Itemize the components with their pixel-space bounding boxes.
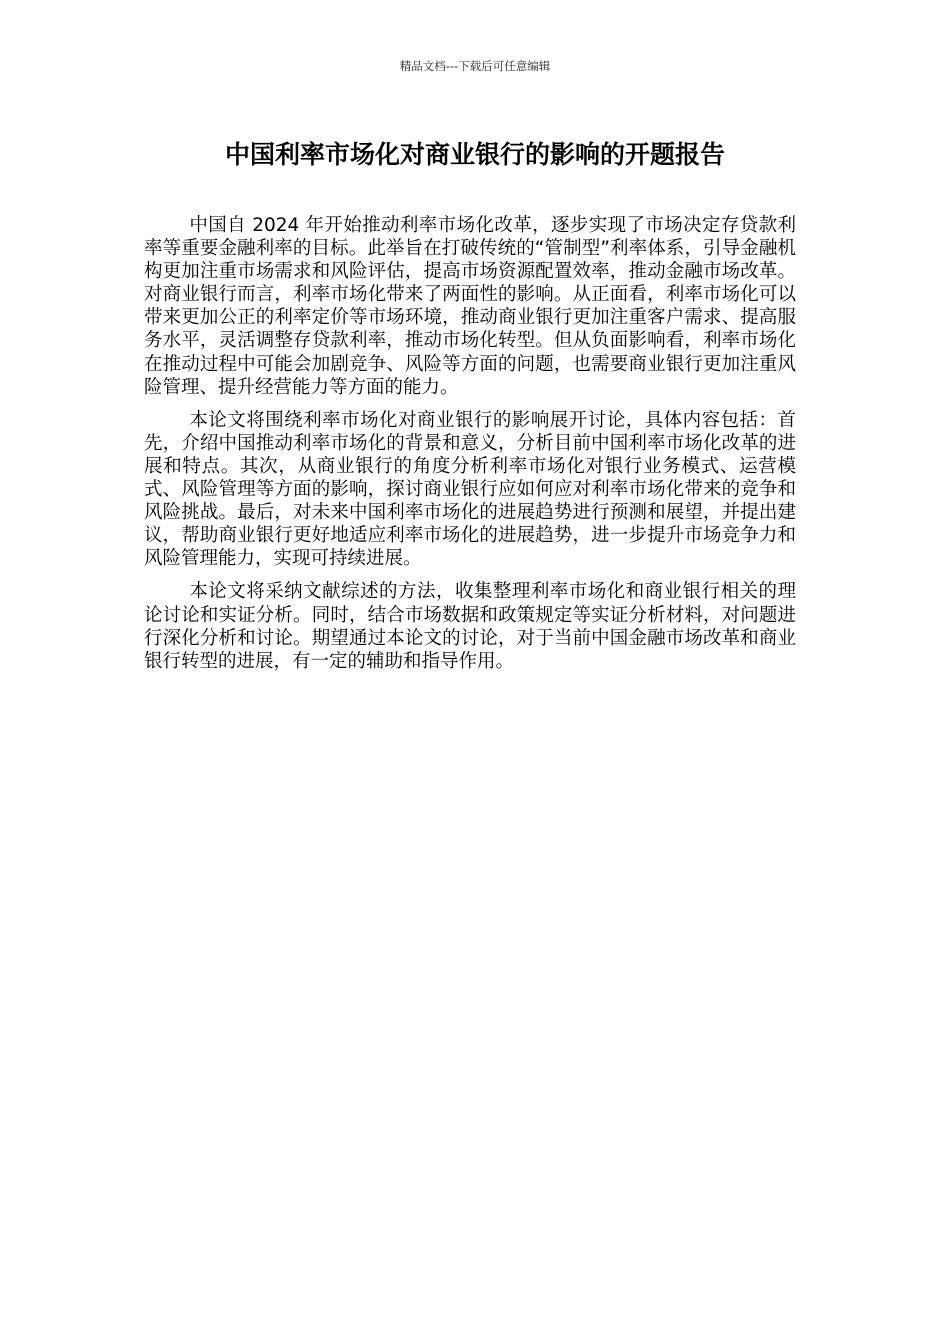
paragraph-methodology: 本论文将采纳文献综述的方法，收集整理利率市场化和商业银行相关的理论讨论和实证分析。同时，结合市场数据和政策规定等实证分析材料，对问题进行深化分析和讨论。期望通过本论文的讨论，对于当前中国金融市场改革和商业银行转型的进展，有一定的辅助和指导作用。: [144, 581, 796, 672]
paragraph-content-outline: 本论文将围绕利率市场化对商业银行的影响展开讨论，具体内容包括：首先，介绍中国推动利率市场化的背景和意义，分析目前中国利率市场化改革的进展和特点。其次，从商业银行的角度分析利率市场化对银行业务模式、运营模式、风险管理等方面的影响，探讨商业银行应如何应对利率市场化带来的竞争和风险挑战。最后，对未来中国利率市场化的进展趋势进行预测和展望，并提出建议，帮助商业银行更好地适应利率市场化的进展趋势，进一步提升市场竞争力和风险管理能力，实现可持续进展。: [144, 409, 796, 570]
document-title: 中国利率市场化对商业银行的影响的开题报告: [224, 140, 725, 169]
header-note: 精品文档---下载后可任意编辑: [399, 59, 551, 73]
paragraph-background: 中国自 2024 年开始推动利率市场化改革，逐步实现了市场决定存贷款利率等重要金融利率的目标。此举旨在打破传统的“管制型”利率体系，引导金融机构更加注重市场需求和风险评估，提高市场资源配置效率，推动金融市场改革。对商业银行而言，利率市场化带来了两面性的影响。从正面看，利率市场化可以带来更加公正的利率定价等市场环境，推动商业银行更加注重客户需求、提高服务水平，灵活调整存贷款利率，推动市场化转型。但从负面影响看，利率市场化在推动过程中可能会加剧竞争、风险等方面的问题，也需要商业银行更加注重风险管理、提升经营能力等方面的能力。: [144, 215, 796, 398]
document-body: [144, 214, 796, 683]
